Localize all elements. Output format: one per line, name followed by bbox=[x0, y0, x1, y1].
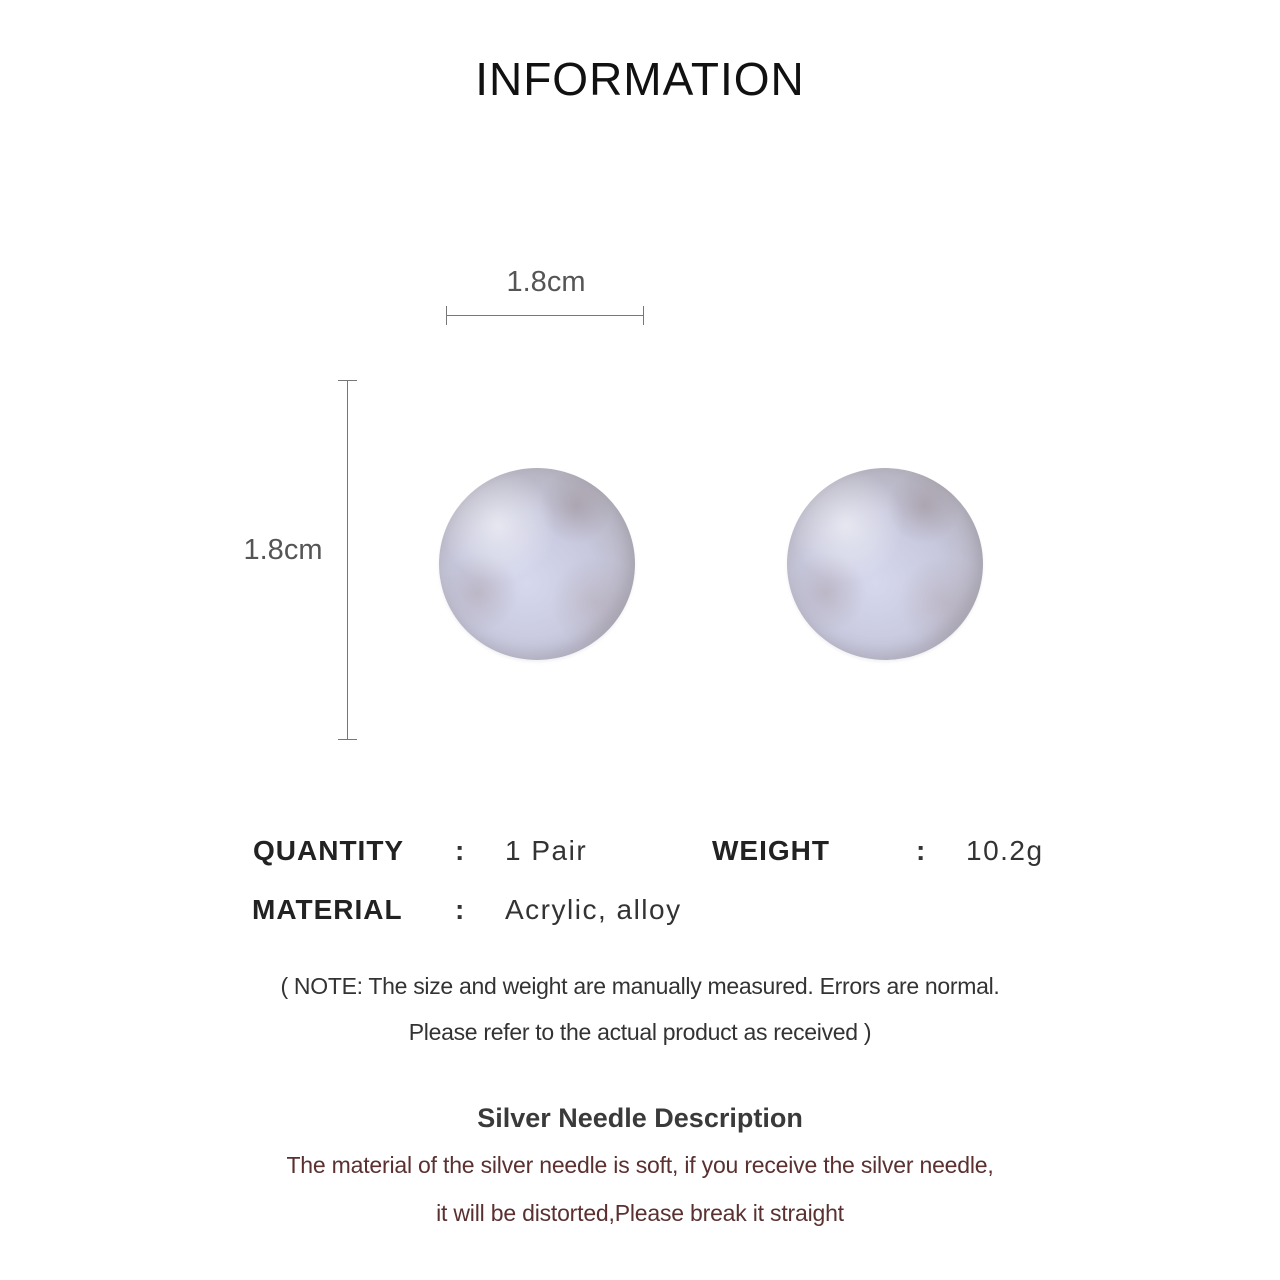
width-dimension-cap-left bbox=[446, 306, 447, 325]
weight-separator: : bbox=[916, 835, 926, 866]
material-value: Acrylic, alloy bbox=[505, 894, 682, 925]
height-dimension-cap-bottom bbox=[338, 739, 357, 740]
height-dimension-label: 1.8cm bbox=[243, 534, 323, 566]
earring-image-left bbox=[439, 468, 635, 660]
silver-needle-line-2: it will be distorted,Please break it straight bbox=[436, 1200, 844, 1226]
page-title: INFORMATION bbox=[475, 53, 805, 105]
quantity-separator: : bbox=[455, 835, 465, 866]
quantity-label: QUANTITY bbox=[253, 835, 405, 866]
note-line-2: Please refer to the actual product as received ) bbox=[408, 1019, 872, 1045]
height-dimension-line bbox=[347, 380, 348, 740]
silver-needle-title: Silver Needle Description bbox=[477, 1103, 803, 1133]
earring-image-right bbox=[787, 468, 983, 660]
quantity-value: 1 Pair bbox=[505, 835, 588, 866]
width-dimension-line bbox=[447, 315, 644, 316]
silver-needle-line-1: The material of the silver needle is soft, if you receive the silver needle, bbox=[286, 1152, 994, 1178]
height-dimension-cap-top bbox=[338, 380, 357, 381]
width-dimension-cap-right bbox=[643, 306, 644, 325]
weight-label: WEIGHT bbox=[712, 835, 830, 866]
material-separator: : bbox=[455, 894, 465, 925]
material-label: MATERIAL bbox=[252, 894, 403, 925]
note-line-1: ( NOTE: The size and weight are manually measured. Errors are normal. bbox=[280, 973, 1000, 999]
weight-value: 10.2g bbox=[966, 835, 1044, 866]
width-dimension-label: 1.8cm bbox=[506, 266, 586, 298]
